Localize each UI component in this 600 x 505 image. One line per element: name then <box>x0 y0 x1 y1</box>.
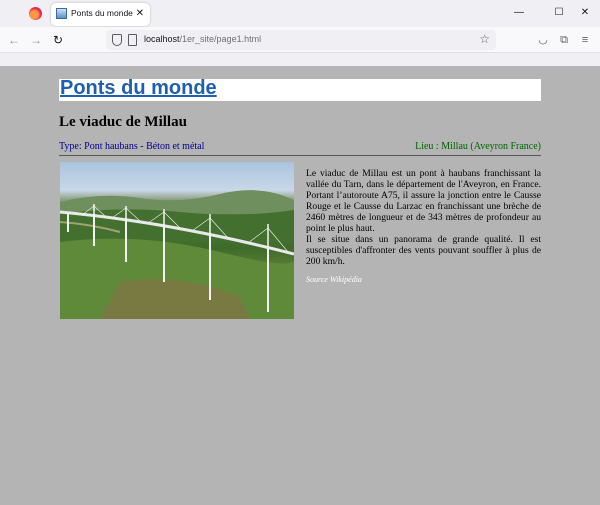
reload-icon[interactable]: ↻ <box>52 33 64 47</box>
site-title-link[interactable]: Ponts du monde <box>60 77 217 99</box>
close-icon[interactable]: ✕ <box>135 8 144 19</box>
page-icon[interactable] <box>128 34 137 46</box>
url-bar[interactable] <box>106 30 496 50</box>
firefox-logo-icon[interactable] <box>29 7 42 20</box>
pocket-icon[interactable]: ◡ <box>538 34 548 46</box>
source-credit: Source Wikipédia <box>306 275 362 284</box>
back-arrow-icon[interactable]: ← <box>8 33 20 47</box>
url-host: localhost <box>144 34 180 44</box>
page-viewport <box>0 66 600 505</box>
divider <box>59 155 541 156</box>
menu-icon[interactable]: ≡ <box>581 34 589 46</box>
maximize-icon[interactable]: ☐ <box>554 7 564 18</box>
tab-title: Ponts du monde <box>71 8 133 18</box>
article-body <box>306 168 541 267</box>
article-title: Le viaduc de Millau <box>59 114 187 130</box>
bridge-photo <box>60 162 294 319</box>
url-path: /1er_site/page1.html <box>179 34 262 44</box>
bridge-location: Lieu : Millau (Aveyron France) <box>415 141 541 152</box>
star-icon[interactable]: ☆ <box>479 32 490 46</box>
favicon-icon <box>56 8 67 19</box>
bridge-illustration <box>60 162 294 319</box>
forward-arrow-icon[interactable]: → <box>30 33 42 47</box>
close-window-icon[interactable]: ✕ <box>580 7 590 18</box>
minimize-icon[interactable]: — <box>514 7 524 18</box>
tab-bar <box>0 0 600 27</box>
browser-tab[interactable] <box>51 3 150 26</box>
shield-icon[interactable] <box>112 34 122 46</box>
bridge-type: Type: Pont haubans - Béton et métal <box>59 141 205 152</box>
article-paragraph-1: Le viaduc de Millau est un pont à haubans franchissant la vallée du Tarn, dans le département de l'Aveyron, en France. Portant l’autoroute A75, il assure la jonction entre le Causse Rouge et le Causse du Larzac en franchissant une brèche de 2460 mètres de longueur et de 343 mètres de profondeur au point le plus haut. <box>306 168 541 234</box>
article-paragraph-2: Il se situe dans un panorama de grande qualité. Il est susceptibles d'affronter des vents pouvant souffler à plus de 200 km/h. <box>306 234 541 267</box>
site-header <box>59 79 541 101</box>
navigation-toolbar <box>0 27 600 53</box>
url-text[interactable] <box>144 34 261 44</box>
extensions-icon[interactable]: ⧉ <box>560 34 568 46</box>
